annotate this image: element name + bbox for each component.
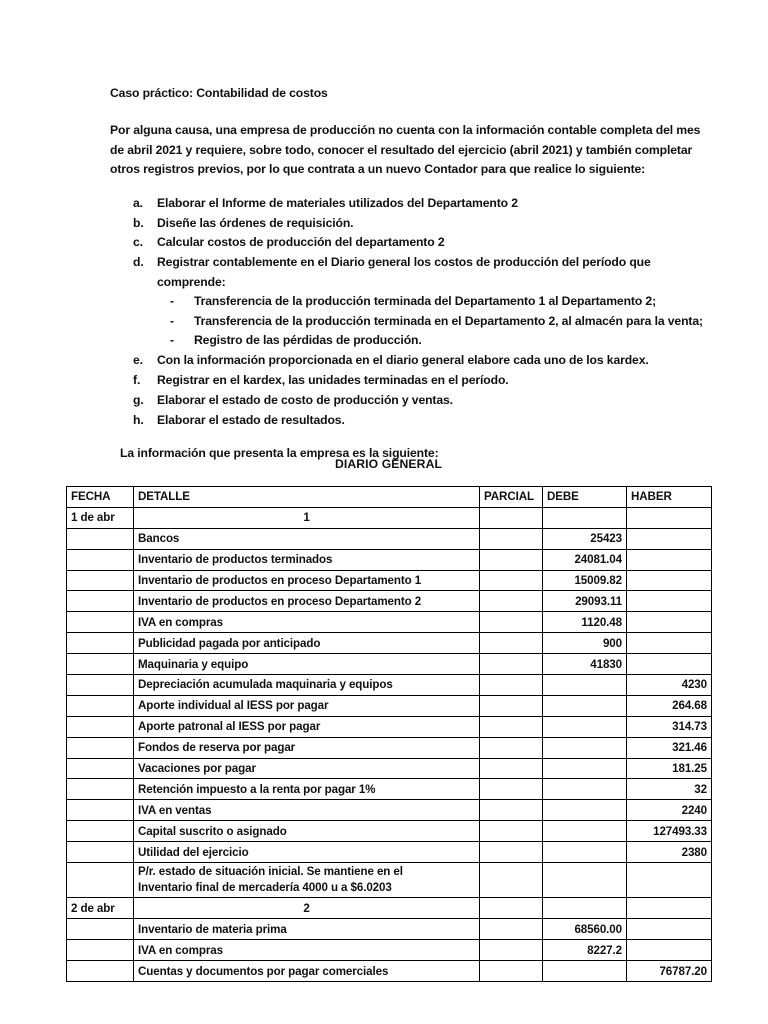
cell-debe	[543, 898, 627, 919]
cell-haber: 321.46	[627, 737, 712, 758]
subtask-list	[157, 292, 710, 350]
cell-fecha: 1 de abr	[67, 507, 134, 528]
cell-debe: 15009.82	[543, 570, 627, 591]
task-marker: g.	[133, 392, 144, 407]
task-marker: c.	[133, 235, 143, 250]
table-row	[67, 549, 712, 570]
cell-parcial	[480, 821, 543, 842]
task-item-f	[110, 371, 710, 390]
cell-haber: 181.25	[627, 758, 712, 779]
document-body	[110, 84, 710, 463]
cell-parcial	[480, 758, 543, 779]
table-row	[67, 800, 712, 821]
cell-debe: 25423	[543, 528, 627, 549]
cell-debe	[543, 821, 627, 842]
cell-detalle: IVA en compras	[134, 940, 480, 961]
cell-parcial	[480, 549, 543, 570]
subtask-item-2	[157, 312, 710, 331]
cell-parcial	[480, 633, 543, 654]
cell-detalle: Inventario de productos en proceso Departamento 2	[134, 591, 480, 612]
task-marker: b.	[133, 215, 144, 230]
cell-fecha	[67, 961, 134, 982]
task-item-a	[110, 194, 710, 213]
subtask-marker: -	[170, 332, 174, 347]
cell-fecha	[67, 528, 134, 549]
ledger-table-container	[66, 486, 711, 982]
table-row	[67, 695, 712, 716]
ledger-table-body	[67, 507, 712, 981]
cell-haber: 2240	[627, 800, 712, 821]
table-header-row	[67, 487, 712, 508]
column-header-detalle: DETALLE	[134, 487, 480, 508]
cell-detalle: Aporte individual al IESS por pagar	[134, 695, 480, 716]
task-list	[110, 194, 710, 430]
task-item-h	[110, 411, 710, 430]
table-row	[67, 758, 712, 779]
task-marker: f.	[133, 372, 141, 387]
cell-haber: 2380	[627, 842, 712, 863]
cell-debe	[543, 716, 627, 737]
cell-parcial	[480, 654, 543, 675]
column-header-haber: HABER	[627, 487, 712, 508]
cell-parcial	[480, 675, 543, 696]
cell-haber: 264.68	[627, 695, 712, 716]
task-item-c	[110, 233, 710, 252]
cell-fecha	[67, 591, 134, 612]
document-title: Caso práctico: Contabilidad de costos	[110, 86, 328, 100]
cell-debe	[543, 507, 627, 528]
cell-haber	[627, 570, 712, 591]
cell-detalle: Retención impuesto a la renta por pagar 1%	[134, 779, 480, 800]
cell-parcial	[480, 591, 543, 612]
cell-haber	[627, 591, 712, 612]
table-row	[67, 919, 712, 940]
task-marker: e.	[133, 352, 143, 367]
cell-debe	[543, 779, 627, 800]
cell-parcial	[480, 842, 543, 863]
cell-detalle: Maquinaria y equipo	[134, 654, 480, 675]
cell-fecha	[67, 758, 134, 779]
cell-detalle: Aporte patronal al IESS por pagar	[134, 716, 480, 737]
cell-debe	[543, 863, 627, 898]
table-row	[67, 821, 712, 842]
table-row	[67, 863, 712, 898]
cell-fecha	[67, 654, 134, 675]
table-row	[67, 528, 712, 549]
cell-haber	[627, 633, 712, 654]
table-row	[67, 940, 712, 961]
note-line: P/r. estado de situación inicial. Se mantiene en el	[138, 865, 403, 879]
cell-parcial	[480, 898, 543, 919]
cell-detalle: IVA en ventas	[134, 800, 480, 821]
cell-debe: 8227.2	[543, 940, 627, 961]
subtask-item-3	[157, 331, 710, 350]
cell-fecha	[67, 633, 134, 654]
table-row	[67, 842, 712, 863]
cell-parcial	[480, 695, 543, 716]
task-text: Registrar en el kardex, las unidades terminadas en el período.	[157, 372, 509, 387]
cell-parcial	[480, 863, 543, 898]
subtask-marker: -	[170, 294, 174, 309]
cell-fecha	[67, 842, 134, 863]
task-text: Diseñe las órdenes de requisición.	[157, 215, 354, 230]
cell-detalle: Utilidad del ejercicio	[134, 842, 480, 863]
intro-paragraph: Por alguna causa, una empresa de producción no cuenta con la información contable completa del mes de abril 2021 y requiere, sobre todo, conocer el resultado del ejercicio (abril 2021) y también completar otros registros previos, por lo que contrata a un nuevo Contador para que realice lo siguiente:	[110, 123, 701, 177]
cell-fecha	[67, 821, 134, 842]
column-header-debe: DEBE	[543, 487, 627, 508]
cell-haber	[627, 898, 712, 919]
subtask-text: Transferencia de la producción terminada del Departamento 1 al Departamento 2;	[194, 294, 657, 309]
cell-parcial	[480, 919, 543, 940]
subtask-marker: -	[170, 313, 174, 328]
column-header-parcial: PARCIAL	[480, 487, 543, 508]
cell-debe: 1120.48	[543, 612, 627, 633]
cell-fecha	[67, 940, 134, 961]
cell-debe	[543, 961, 627, 982]
cell-fecha	[67, 863, 134, 898]
task-text: Con la información proporcionada en el diario general elabore cada uno de los kardex.	[157, 352, 649, 367]
cell-fecha	[67, 549, 134, 570]
table-row	[67, 961, 712, 982]
cell-haber: 32	[627, 779, 712, 800]
subtask-item-1	[157, 292, 710, 311]
cell-haber	[627, 612, 712, 633]
cell-detalle: 1	[134, 507, 480, 528]
cell-fecha	[67, 716, 134, 737]
cell-haber: 4230	[627, 675, 712, 696]
cell-fecha	[67, 800, 134, 821]
cell-parcial	[480, 779, 543, 800]
cell-detalle: Vacaciones por pagar	[134, 758, 480, 779]
cell-debe	[543, 800, 627, 821]
cell-fecha	[67, 695, 134, 716]
subtask-text: Registro de las pérdidas de producción.	[194, 332, 422, 347]
table-row	[67, 612, 712, 633]
cell-fecha	[67, 737, 134, 758]
cell-haber	[627, 654, 712, 675]
cell-detalle	[134, 863, 480, 898]
cell-detalle: Inventario de productos en proceso Departamento 1	[134, 570, 480, 591]
cell-detalle: Depreciación acumulada maquinaria y equipos	[134, 675, 480, 696]
cell-haber: 127493.33	[627, 821, 712, 842]
task-text: Elaborar el estado de resultados.	[157, 412, 345, 427]
cell-haber	[627, 507, 712, 528]
cell-fecha	[67, 612, 134, 633]
column-header-fecha: FECHA	[67, 487, 134, 508]
cell-haber	[627, 940, 712, 961]
table-row	[67, 570, 712, 591]
cell-fecha	[67, 675, 134, 696]
table-row	[67, 737, 712, 758]
cell-debe: 24081.04	[543, 549, 627, 570]
task-marker: d.	[133, 255, 144, 270]
cell-debe	[543, 737, 627, 758]
task-text: Registrar contablemente en el Diario general los costos de producción del período que comprende:	[157, 255, 651, 289]
cell-debe: 29093.11	[543, 591, 627, 612]
cell-detalle: Inventario de materia prima	[134, 919, 480, 940]
cell-detalle: Publicidad pagada por anticipado	[134, 633, 480, 654]
cell-fecha	[67, 919, 134, 940]
cell-parcial	[480, 737, 543, 758]
ledger-table	[66, 486, 712, 982]
cell-detalle: Inventario de productos terminados	[134, 549, 480, 570]
cell-haber	[627, 549, 712, 570]
task-text: Elaborar el Informe de materiales utilizados del Departamento 2	[157, 195, 518, 210]
ledger-table-caption: DIARIO GENERAL	[334, 457, 443, 471]
cell-debe	[543, 695, 627, 716]
cell-detalle: Bancos	[134, 528, 480, 549]
closing-paragraph: La información que presenta la empresa es la siguiente:	[120, 446, 439, 460]
table-row	[67, 898, 712, 919]
cell-fecha	[67, 779, 134, 800]
table-row	[67, 654, 712, 675]
cell-debe: 900	[543, 633, 627, 654]
task-item-b	[110, 214, 710, 233]
task-text: Elaborar el estado de costo de producción y ventas.	[157, 392, 453, 407]
cell-parcial	[480, 961, 543, 982]
cell-parcial	[480, 800, 543, 821]
cell-parcial	[480, 612, 543, 633]
task-item-g	[110, 391, 710, 410]
cell-detalle: Cuentas y documentos por pagar comerciales	[134, 961, 480, 982]
cell-debe	[543, 758, 627, 779]
cell-parcial	[480, 716, 543, 737]
cell-debe: 68560.00	[543, 919, 627, 940]
cell-detalle: IVA en compras	[134, 612, 480, 633]
table-row	[67, 633, 712, 654]
task-text: Calcular costos de producción del departamento 2	[157, 235, 445, 250]
task-item-d	[110, 253, 710, 350]
cell-parcial	[480, 940, 543, 961]
table-row	[67, 507, 712, 528]
cell-parcial	[480, 528, 543, 549]
cell-debe: 41830	[543, 654, 627, 675]
cell-parcial	[480, 507, 543, 528]
cell-fecha: 2 de abr	[67, 898, 134, 919]
cell-haber	[627, 863, 712, 898]
task-marker: a.	[133, 195, 143, 210]
cell-haber	[627, 528, 712, 549]
cell-detalle: 2	[134, 898, 480, 919]
cell-parcial	[480, 570, 543, 591]
note-line: Inventario final de mercadería 4000 u a $6.0203	[138, 881, 392, 895]
cell-haber	[627, 919, 712, 940]
cell-debe	[543, 842, 627, 863]
subtask-text: Transferencia de la producción terminada en el Departamento 2, al almacén para la venta;	[194, 313, 703, 328]
task-marker: h.	[133, 412, 144, 427]
table-row	[67, 779, 712, 800]
cell-haber: 314.73	[627, 716, 712, 737]
cell-detalle: Fondos de reserva por pagar	[134, 737, 480, 758]
task-item-e	[110, 351, 710, 370]
cell-haber: 76787.20	[627, 961, 712, 982]
cell-detalle: Capital suscrito o asignado	[134, 821, 480, 842]
table-row	[67, 716, 712, 737]
table-row	[67, 675, 712, 696]
cell-debe	[543, 675, 627, 696]
cell-fecha	[67, 570, 134, 591]
table-row	[67, 591, 712, 612]
